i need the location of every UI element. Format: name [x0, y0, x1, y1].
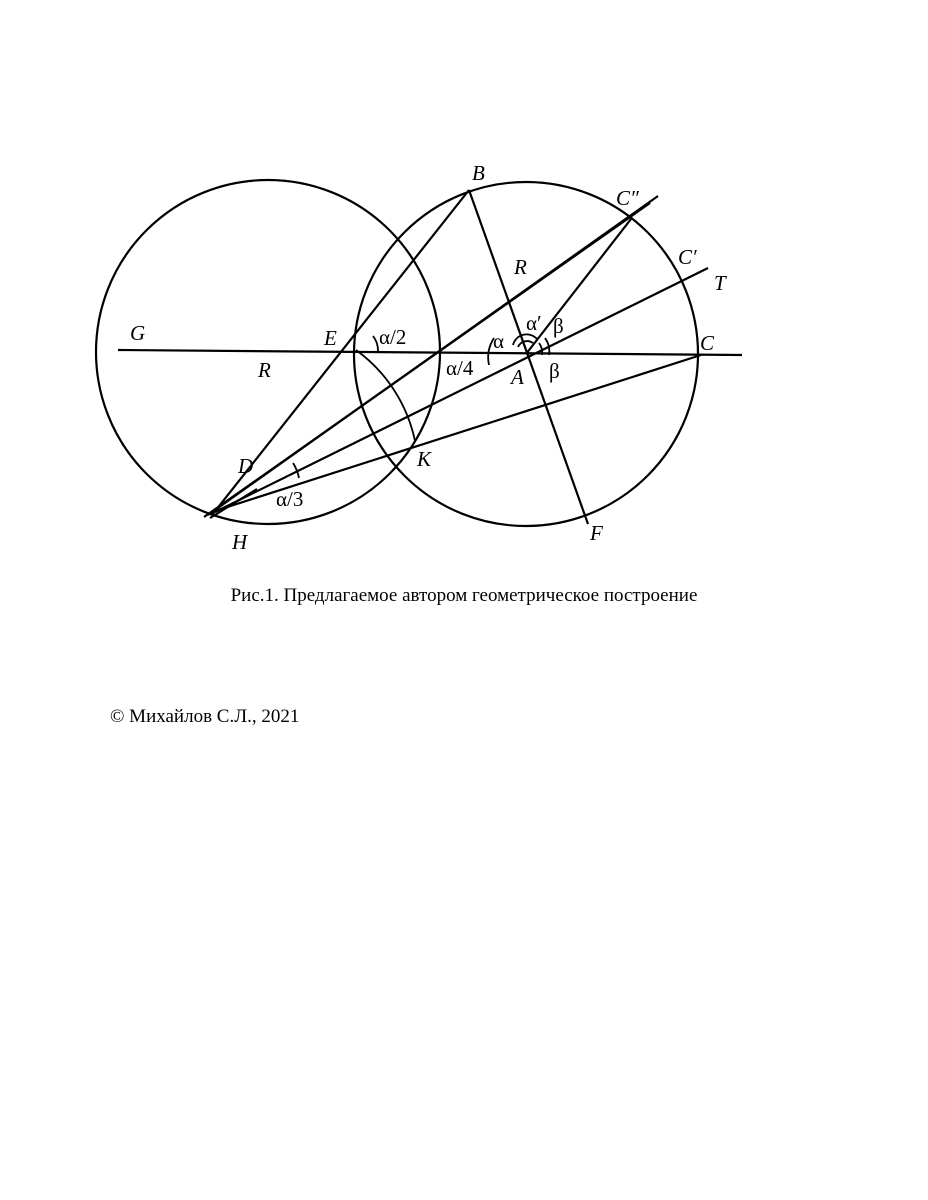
label-point-g: G	[130, 321, 146, 345]
line-a-c2	[526, 219, 631, 354]
label-third-alpha: α/3	[276, 487, 304, 511]
label-point-t: T	[714, 271, 726, 295]
copyright-notice: © Михайлов С.Л., 2021	[110, 706, 300, 727]
label-point-k: K	[417, 447, 432, 471]
label-point-f: F	[590, 521, 603, 545]
line-g-c	[118, 350, 742, 355]
label-point-h: H	[232, 530, 248, 554]
label-radius-right: R	[514, 255, 527, 279]
label-quarter-alpha: α/4	[446, 356, 474, 380]
line-d-t	[215, 268, 708, 512]
label-alpha: α	[493, 329, 505, 353]
label-point-e: E	[324, 326, 337, 350]
label-radius-left: R	[258, 358, 271, 382]
label-point-b: B	[472, 161, 485, 185]
figure-caption: Рис.1. Предлагаемое автором геометрическое построение	[230, 585, 698, 606]
label-point-c2: C″	[616, 186, 639, 210]
label-point-a: A	[511, 365, 524, 389]
line-h-extra	[210, 489, 257, 518]
label-beta-upper: β	[553, 314, 564, 338]
label-point-d: D	[238, 454, 254, 478]
label-alpha-prime: α′	[526, 311, 542, 335]
label-beta-lower: β	[549, 359, 560, 383]
label-point-c: C	[700, 331, 715, 355]
label-half-alpha: α/2	[379, 325, 407, 349]
label-point-c1: C′	[678, 245, 697, 269]
arc-half-alpha	[373, 336, 378, 351]
